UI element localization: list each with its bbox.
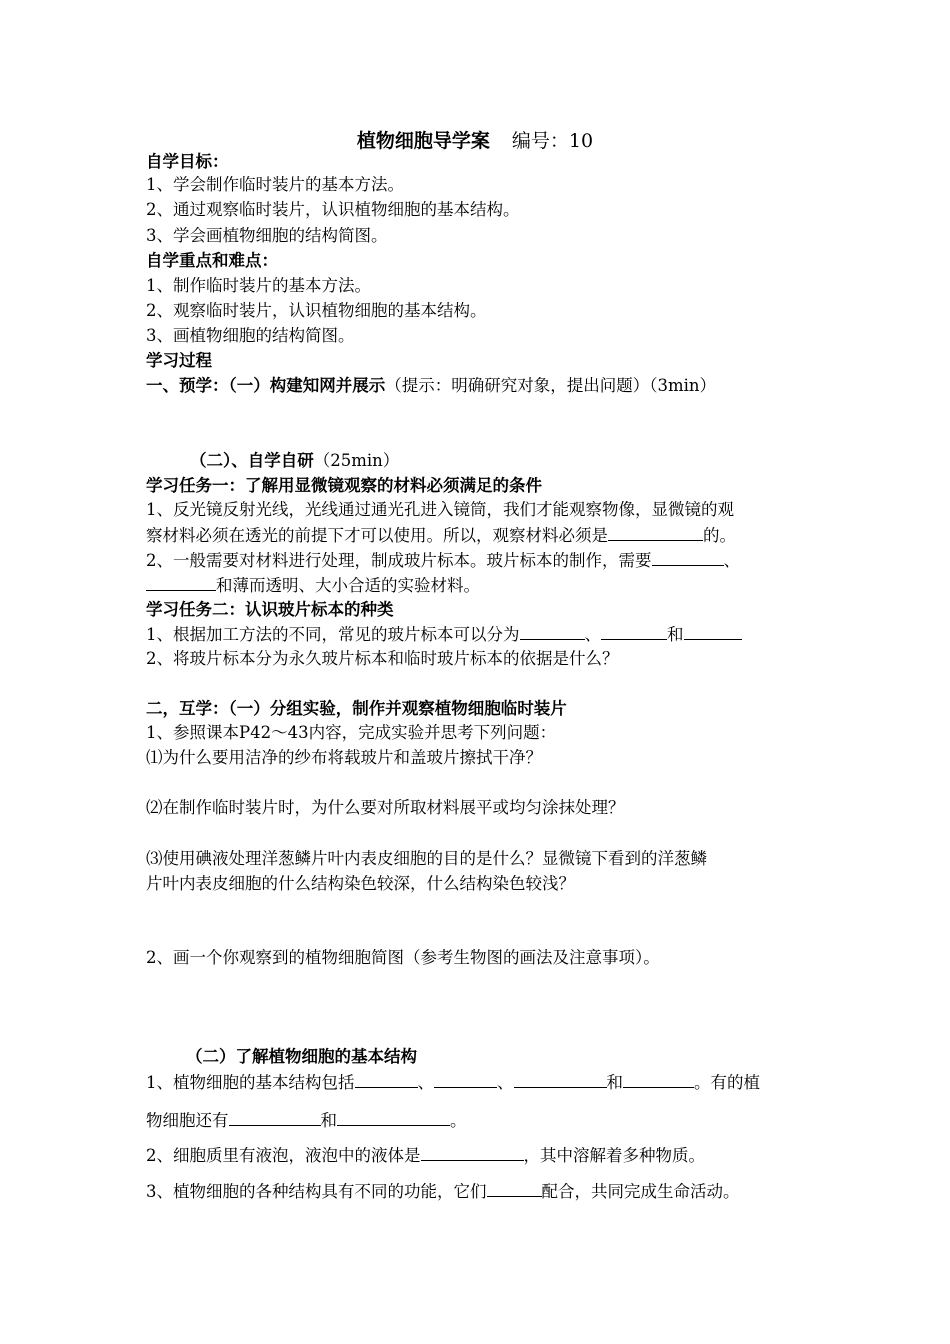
answer-blank[interactable]	[601, 623, 667, 640]
answer-blank[interactable]	[146, 574, 216, 591]
goal-item-1: 1、学会制作临时装片的基本方法。	[146, 175, 404, 194]
answer-blank[interactable]	[652, 549, 724, 566]
task1-line-3-text: 2、一般需要对材料进行处理，制成玻片标本。玻片标本的制作，需要	[146, 551, 652, 570]
task1-line-2-end: 的。	[703, 526, 736, 545]
goal-item-3: 3、学会画植物细胞的结构简图。	[146, 226, 388, 245]
answer-blank[interactable]	[355, 1071, 418, 1088]
task1-line-1: 1、反光镜反射光线，光线通过通光孔进入镜筒，我们才能观察物像，显微镜的观	[146, 500, 734, 519]
answer-blank[interactable]	[487, 1180, 542, 1197]
answer-blank[interactable]	[337, 1109, 450, 1126]
structure-line-4	[146, 1180, 740, 1203]
structure-line-3-end: ，其中溶解着多种物质。	[523, 1146, 705, 1165]
answer-blank[interactable]	[514, 1071, 607, 1088]
structure-line-3	[146, 1144, 705, 1167]
keypoints-heading: 自学重点和难点：	[146, 251, 278, 270]
mutual-heading: 二，互学：（一）分组实验，制作并观察植物细胞临时装片	[146, 699, 567, 718]
structure-line-2-end: 。	[450, 1111, 467, 1130]
selfstudy-heading: （二）、自学自研	[190, 451, 314, 470]
structure-line-1-end: 。有的植	[694, 1073, 760, 1092]
structure-line-1	[146, 1071, 760, 1094]
selfstudy-line	[190, 450, 399, 472]
task1-line-2-text: 察材料必须在透光的前提下才可以使用。所以，观察材料必须是	[146, 526, 608, 545]
mutual-question-4: 2、画一个你观察到的植物细胞简图（参考生物图的画法及注意事项）。	[146, 948, 660, 967]
task2-line-2: 2、将玻片标本分为永久玻片标本和临时玻片标本的依据是什么？	[146, 649, 619, 668]
structure-and: 和	[606, 1073, 623, 1092]
document-number: 编号：10	[511, 130, 594, 152]
mutual-question-intro: 1、参照课本P42～43内容，完成实验并思考下列问题：	[146, 723, 557, 742]
task2-and: 和	[667, 625, 684, 644]
structure-separator: 、	[417, 1073, 434, 1092]
mutual-question-2: ⑵在制作临时装片时，为什么要对所取材料展平或均匀涂抹处理？	[146, 798, 625, 817]
task1-line-4-text: 和薄而透明、大小合适的实验材料。	[216, 576, 480, 595]
title-main: 植物细胞导学案	[356, 130, 490, 152]
task1-line-3	[146, 549, 740, 572]
selfstudy-note: （25min）	[313, 451, 400, 470]
mutual-question-3b: 片叶内表皮细胞的什么结构染色较深，什么结构染色较浅？	[146, 874, 575, 893]
answer-blank[interactable]	[608, 524, 703, 541]
mutual-question-3a: ⑶使用碘液处理洋葱鳞片叶内表皮细胞的目的是什么？显微镜下看到的洋葱鳞	[146, 849, 707, 868]
process-heading: 学习过程	[146, 351, 212, 370]
structure-and: 和	[320, 1111, 337, 1130]
answer-blank[interactable]	[434, 1071, 497, 1088]
keypoint-item-1: 1、制作临时装片的基本方法。	[146, 276, 371, 295]
answer-blank[interactable]	[623, 1071, 694, 1088]
keypoint-item-2: 2、观察临时装片，认识植物细胞的基本结构。	[146, 301, 487, 320]
answer-blank[interactable]	[421, 1144, 524, 1161]
task1-line-2	[146, 524, 736, 547]
page-title	[0, 126, 950, 153]
structure-line-4-end: 配合，共同完成生命活动。	[541, 1182, 740, 1201]
structure-line-4-text: 3、植物细胞的各种结构具有不同的功能，它们	[146, 1182, 487, 1201]
structure-line-2-text: 物细胞还有	[146, 1111, 229, 1130]
task2-line-1	[146, 623, 742, 646]
keypoint-item-3: 3、画植物细胞的结构简图。	[146, 326, 355, 345]
task1-line-4	[146, 574, 480, 597]
task2-separator: 、	[584, 625, 601, 644]
preview-line	[146, 375, 716, 397]
goal-item-2: 2、通过观察临时装片，认识植物细胞的基本结构。	[146, 200, 520, 219]
answer-blank[interactable]	[520, 623, 585, 640]
task2-line-1-text: 1、根据加工方法的不同，常见的玻片标本可以分为	[146, 625, 520, 644]
answer-blank[interactable]	[684, 623, 742, 640]
preview-note: （提示：明确研究对象，提出问题）（3min）	[385, 376, 717, 395]
structure-separator: 、	[497, 1073, 514, 1092]
structure-line-2	[146, 1109, 467, 1132]
answer-blank[interactable]	[229, 1109, 321, 1126]
task1-heading: 学习任务一：了解用显微镜观察的材料必须满足的条件	[146, 476, 542, 495]
structure-heading: （二）了解植物细胞的基本结构	[186, 1047, 417, 1066]
structure-line-1-text: 1、植物细胞的基本结构包括	[146, 1073, 355, 1092]
preview-heading: 一、预学：（一）构建知网并展示	[146, 376, 386, 395]
structure-line-3-text: 2、细胞质里有液泡，液泡中的液体是	[146, 1146, 421, 1165]
task2-heading: 学习任务二：认识玻片标本的种类	[146, 600, 394, 619]
mutual-question-1: ⑴为什么要用洁净的纱布将载玻片和盖玻片擦拭干净？	[146, 748, 542, 767]
task1-line-3-end: 、	[723, 551, 740, 570]
goals-heading: 自学目标：	[146, 152, 229, 171]
